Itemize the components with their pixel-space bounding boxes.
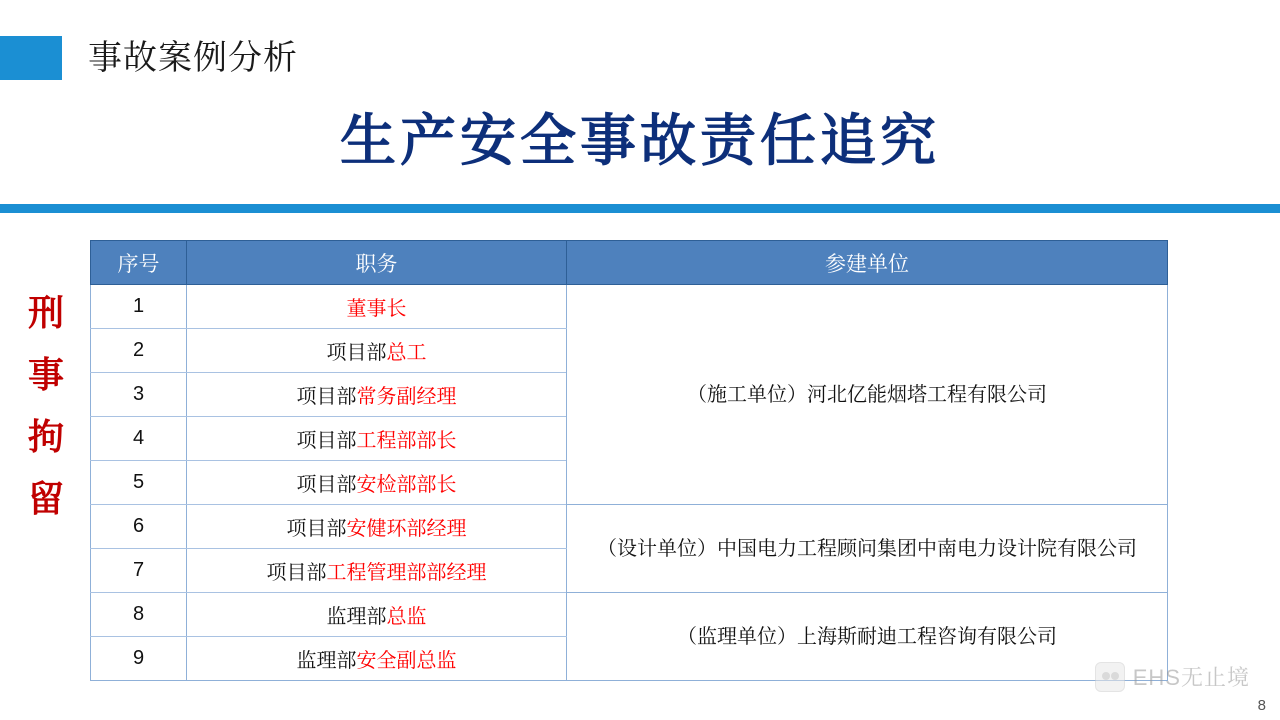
role-highlight: 常务副经理	[356, 386, 457, 408]
responsibility-table-container	[90, 240, 1167, 681]
cell-no: 2	[91, 329, 187, 373]
role-highlight: 董事长	[346, 298, 407, 320]
cell-role	[187, 549, 567, 593]
role-highlight: 总工	[386, 342, 427, 364]
side-label-char: 事	[27, 354, 64, 395]
cell-unit: （设计单位）中国电力工程顾问集团中南电力设计院有限公司	[567, 505, 1168, 593]
page-title: 生产安全事故责任追究	[340, 109, 940, 172]
responsibility-table	[90, 240, 1168, 681]
cell-role	[187, 373, 567, 417]
side-label-char: 拘	[27, 416, 64, 457]
role-highlight: 工程管理部部经理	[326, 562, 487, 584]
side-label-char: 留	[27, 478, 64, 519]
role-highlight: 安健环部经理	[346, 518, 467, 540]
cell-no: 9	[91, 637, 187, 681]
table-row	[91, 285, 1168, 329]
cell-no: 5	[91, 461, 187, 505]
header-accent-block	[0, 36, 62, 80]
role-prefix: 项目部	[296, 474, 357, 496]
role-prefix: 项目部	[266, 562, 327, 584]
cell-role	[187, 329, 567, 373]
cell-role	[187, 461, 567, 505]
cell-role	[187, 505, 567, 549]
cell-no: 6	[91, 505, 187, 549]
cell-role	[187, 637, 567, 681]
role-prefix: 项目部	[296, 386, 357, 408]
watermark-text: EHS无止境	[1132, 665, 1250, 690]
side-vertical-label	[16, 282, 76, 530]
role-prefix: 项目部	[296, 430, 357, 452]
page-number: 8	[1257, 697, 1266, 714]
cell-role	[187, 417, 567, 461]
cell-unit: （监理单位）上海斯耐迪工程咨询有限公司	[567, 593, 1168, 681]
column-header-no: 序号	[91, 241, 187, 285]
role-prefix: 项目部	[326, 342, 387, 364]
role-highlight: 安检部部长	[356, 474, 457, 496]
cell-role	[187, 593, 567, 637]
divider-bar	[0, 204, 1280, 213]
table-row	[91, 505, 1168, 549]
table-row	[91, 593, 1168, 637]
section-label: 事故案例分析	[88, 39, 298, 77]
table-body	[91, 285, 1168, 681]
column-header-unit: 参建单位	[567, 241, 1168, 285]
table-header-row	[91, 241, 1168, 285]
cell-no: 1	[91, 285, 187, 329]
column-header-role: 职务	[187, 241, 567, 285]
cell-no: 3	[91, 373, 187, 417]
watermark	[1095, 661, 1250, 692]
watermark-logo-icon	[1095, 662, 1125, 692]
cell-no: 8	[91, 593, 187, 637]
role-prefix: 监理部	[326, 606, 387, 628]
role-highlight: 工程部部长	[356, 430, 457, 452]
cell-no: 4	[91, 417, 187, 461]
role-highlight: 总监	[386, 606, 427, 628]
role-prefix: 监理部	[296, 650, 357, 672]
cell-unit: （施工单位）河北亿能烟塔工程有限公司	[567, 285, 1168, 505]
cell-role	[187, 285, 567, 329]
role-prefix: 项目部	[286, 518, 347, 540]
role-highlight: 安全副总监	[356, 650, 457, 672]
side-label-char: 刑	[27, 292, 64, 333]
cell-no: 7	[91, 549, 187, 593]
